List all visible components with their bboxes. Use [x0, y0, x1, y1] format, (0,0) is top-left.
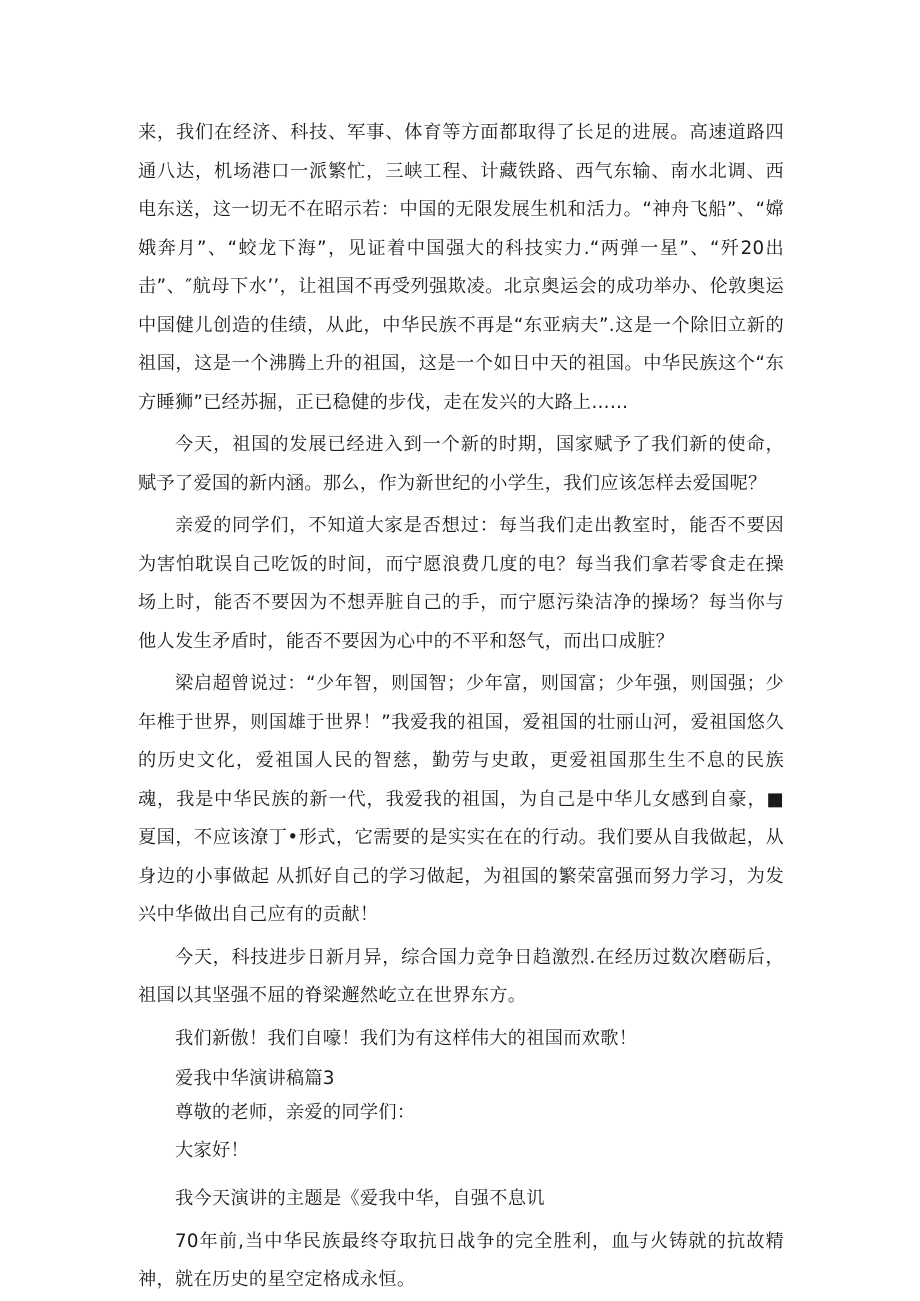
paragraph-classmates: 亲爱的同学们，不知道大家是否想过：每当我们走出教室时，能否不要因为害怕耽误自己吃饭的时间，而宁愿浪费几度的电？每当我们拿若零食走在操场上时，能否不要因为不想弄脏自己的手，而宁愿污染洁净的操场？每当你与他人发生矛盾时，能否不要因为心中的不平和怒气，而出口成脏？ — [138, 515, 784, 652]
paragraph-new-era: 今天，祖国的发展已经进入到一个新的时期，国家赋予了我们新的使命，赋予了爱国的新内涵。那么，作为新世纪的小学生，我们应该怎样去爱国呢？ — [138, 434, 784, 494]
paragraph-progress: 来，我们在经济、科技、军事、体育等方面都取得了长足的进展。高速道路四通八达，机场港口一派繁忙，三峡工程、计藏铁路、西气东输、南水北调、西电东送，这一切无不在昭示若：中国的无限发展生机和活力。“神舟飞船”、“嫦娥奔月”、“蛟龙下海”，见证着中国强大的科技实力.“两弹一星”、“歼20出击”、″航母下水’’，让祖国不再受列强欺凌。北京奥运会的成功举办、伦敦奥运中国健儿创造的佳绩，从此，中华民族不再是“东亚病夫”.这是一个除旧立新的祖国，这是一个沸腾上升的祖国，这是一个如日中天的祖国。中华民族这个“东方睡狮”已经苏掘，正已稳健的步伐，走在发兴的大路上…… — [138, 122, 784, 413]
document-body — [138, 114, 784, 1300]
speech-theme: 我今天演讲的主题是《爱我中华，自强不息讥 — [175, 1188, 545, 1209]
paragraph-liang-qichao: 梁启超曾说过：“少年智，则国智；少年富，则国富；少年强，则国强；少年椎于世界，则国雄于世界！”我爱我的祖国，爱祖国的壮丽山河，爱祖国悠久的历史文化，爱祖国人民的智慈，勤劳与史敢，更爱祖国那生生不息的民族魂，我是中华民族的新一代，我爱我的祖国，为自己是中华儿女感到自豪，■夏国，不应该潦丁•形式，它需要的是实实在在的行动。我们要从自我做起，从身边的小事做起 从抓好自己的学习做起，为祖国的繁荣富强而努力学习，为发兴中华做出自己应有的贡献！ — [138, 673, 784, 925]
paragraph-seventy-years: 70年前,当中华民族最终夺取抗日战争的完全胜利，血与火铸就的抗故精神，就在历史的星空定格成永恒。 — [138, 1230, 784, 1290]
salutation: 尊敬的老师，亲爱的同学们： — [175, 1102, 416, 1123]
greeting: 大家好！ — [175, 1140, 249, 1161]
section-heading: 爱我中华演讲稿篇3 — [175, 1068, 335, 1089]
paragraph-technology: 今天，科技进步日新月异，综合国力竞争日趋激烈.在经历过数次磨砺后，祖国以其坚强不屈的脊梁邂然屹立在世界东方。 — [138, 946, 784, 1006]
paragraph-proud: 我们新傲！我们自嚎！我们为有这样伟大的祖国而欢歌！ — [175, 1027, 638, 1049]
